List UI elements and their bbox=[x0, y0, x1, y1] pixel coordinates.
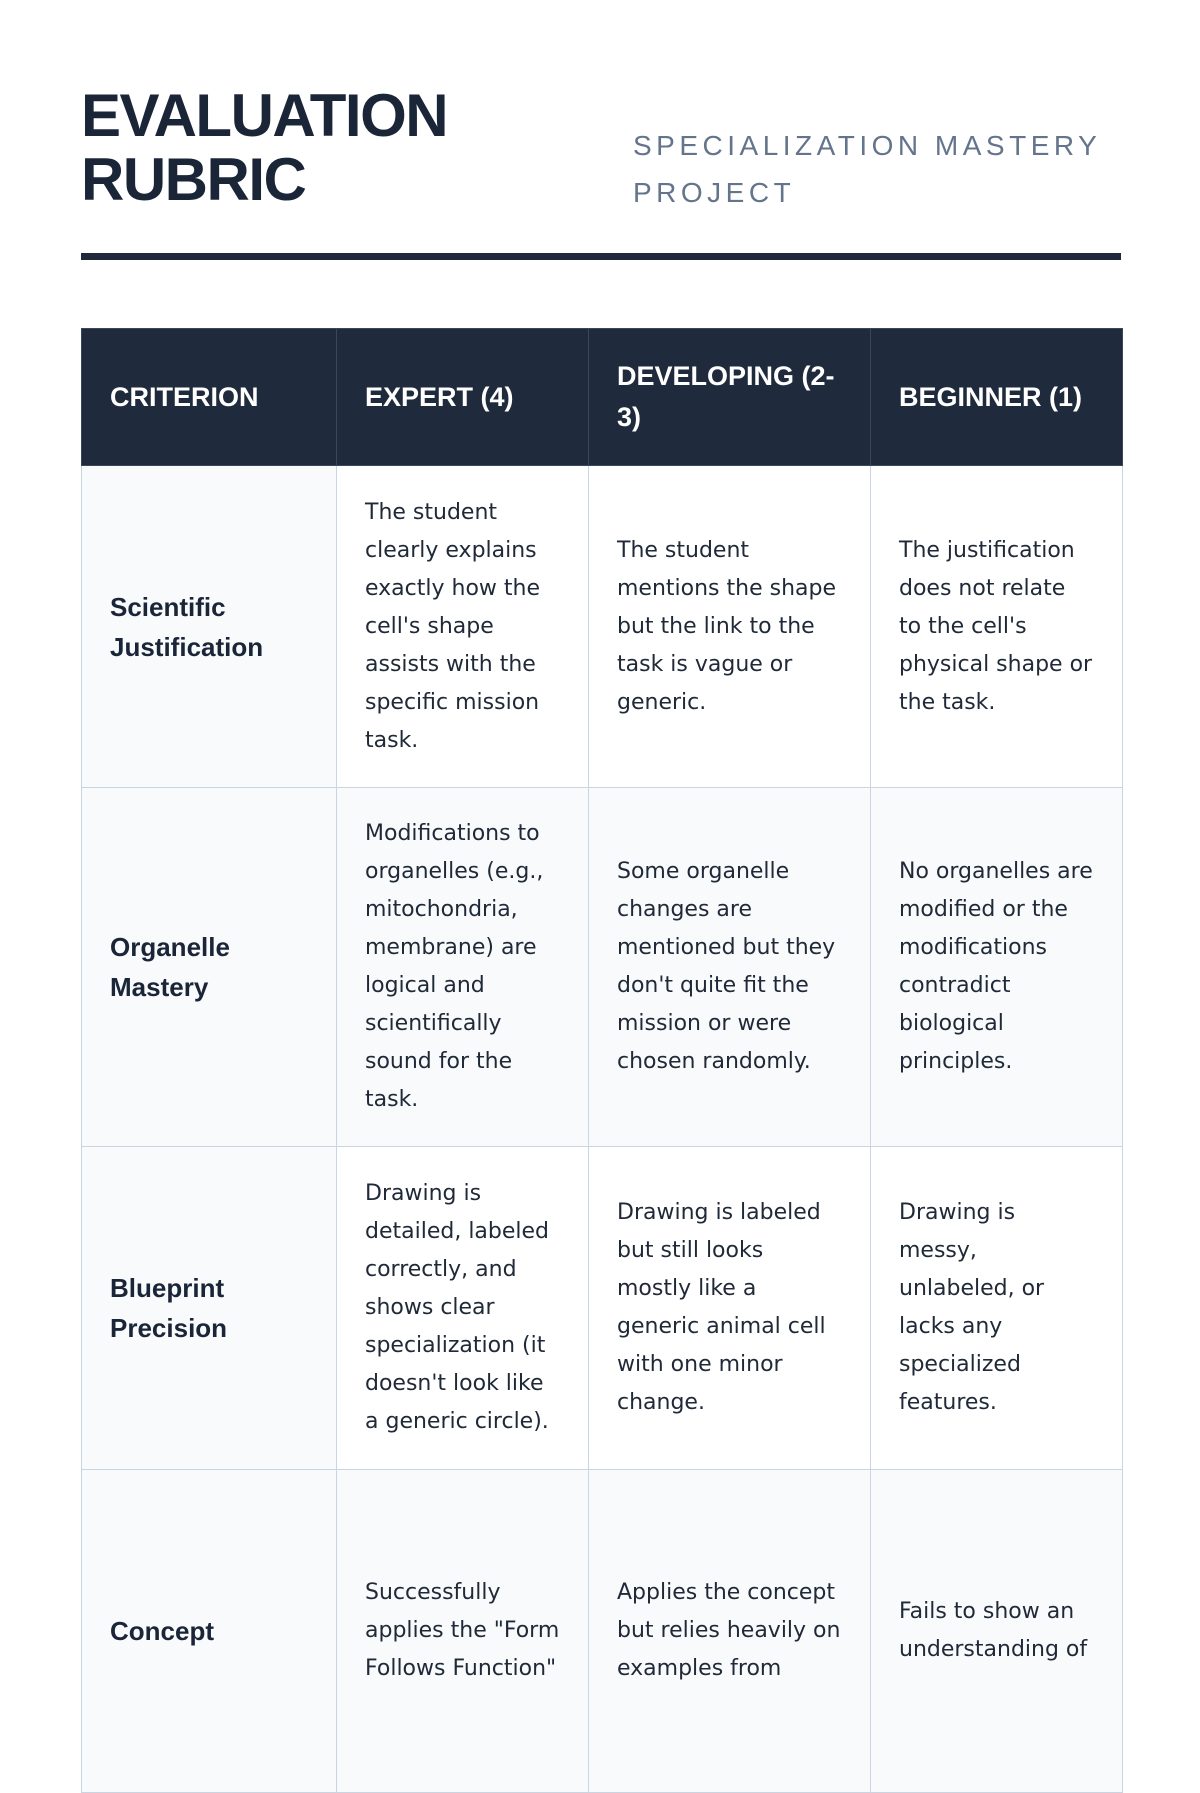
col-header-beginner: BEGINNER (1) bbox=[871, 329, 1123, 466]
developing-cell: Applies the concept but relies heavily on examples from bbox=[589, 1470, 871, 1793]
beginner-cell: Drawing is messy, unlabeled, or lacks any specialized features. bbox=[871, 1147, 1123, 1470]
page-title bbox=[81, 84, 601, 212]
col-header-expert: EXPERT (4) bbox=[337, 329, 589, 466]
developing-cell: Some organelle changes are mentioned but they don't quite fit the mission or were chosen randomly. bbox=[589, 788, 871, 1147]
expert-cell: Modifications to organelles (e.g., mitochondria, membrane) are logical and scientifically sound for the task. bbox=[337, 788, 589, 1147]
table-row bbox=[82, 1470, 1123, 1793]
page-header bbox=[81, 84, 1121, 254]
rubric-table bbox=[81, 328, 1123, 1793]
title-line-1: EVALUATION bbox=[81, 82, 448, 149]
header-divider bbox=[81, 253, 1121, 260]
criterion-cell: Scientific Justification bbox=[82, 466, 337, 788]
table-row bbox=[82, 788, 1123, 1147]
criterion-cell: Organelle Mastery bbox=[82, 788, 337, 1147]
developing-cell: The student mentions the shape but the link to the task is vague or generic. bbox=[589, 466, 871, 788]
title-line-2: RUBRIC bbox=[81, 146, 306, 213]
page-subtitle: SPECIALIZATION MASTERY PROJECT bbox=[633, 130, 1101, 208]
col-header-developing: DEVELOPING (2-3) bbox=[589, 329, 871, 466]
expert-cell: Drawing is detailed, labeled correctly, and shows clear specialization (it doesn't look like a generic circle). bbox=[337, 1147, 589, 1470]
criterion-cell: Concept bbox=[82, 1470, 337, 1793]
developing-cell: Drawing is labeled but still looks mostly like a generic animal cell with one minor change. bbox=[589, 1147, 871, 1470]
expert-cell: The student clearly explains exactly how the cell's shape assists with the specific mission task. bbox=[337, 466, 589, 788]
beginner-cell: The justification does not relate to the cell's physical shape or the task. bbox=[871, 466, 1123, 788]
rubric-header-row bbox=[82, 329, 1123, 466]
criterion-cell: Blueprint Precision bbox=[82, 1147, 337, 1470]
beginner-cell: No organelles are modified or the modifications contradict biological principles. bbox=[871, 788, 1123, 1147]
table-row bbox=[82, 1147, 1123, 1470]
col-header-criterion: CRITERION bbox=[82, 329, 337, 466]
expert-cell: Successfully applies the "Form Follows Function" bbox=[337, 1470, 589, 1793]
table-row bbox=[82, 466, 1123, 788]
beginner-cell: Fails to show an understanding of bbox=[871, 1470, 1123, 1793]
